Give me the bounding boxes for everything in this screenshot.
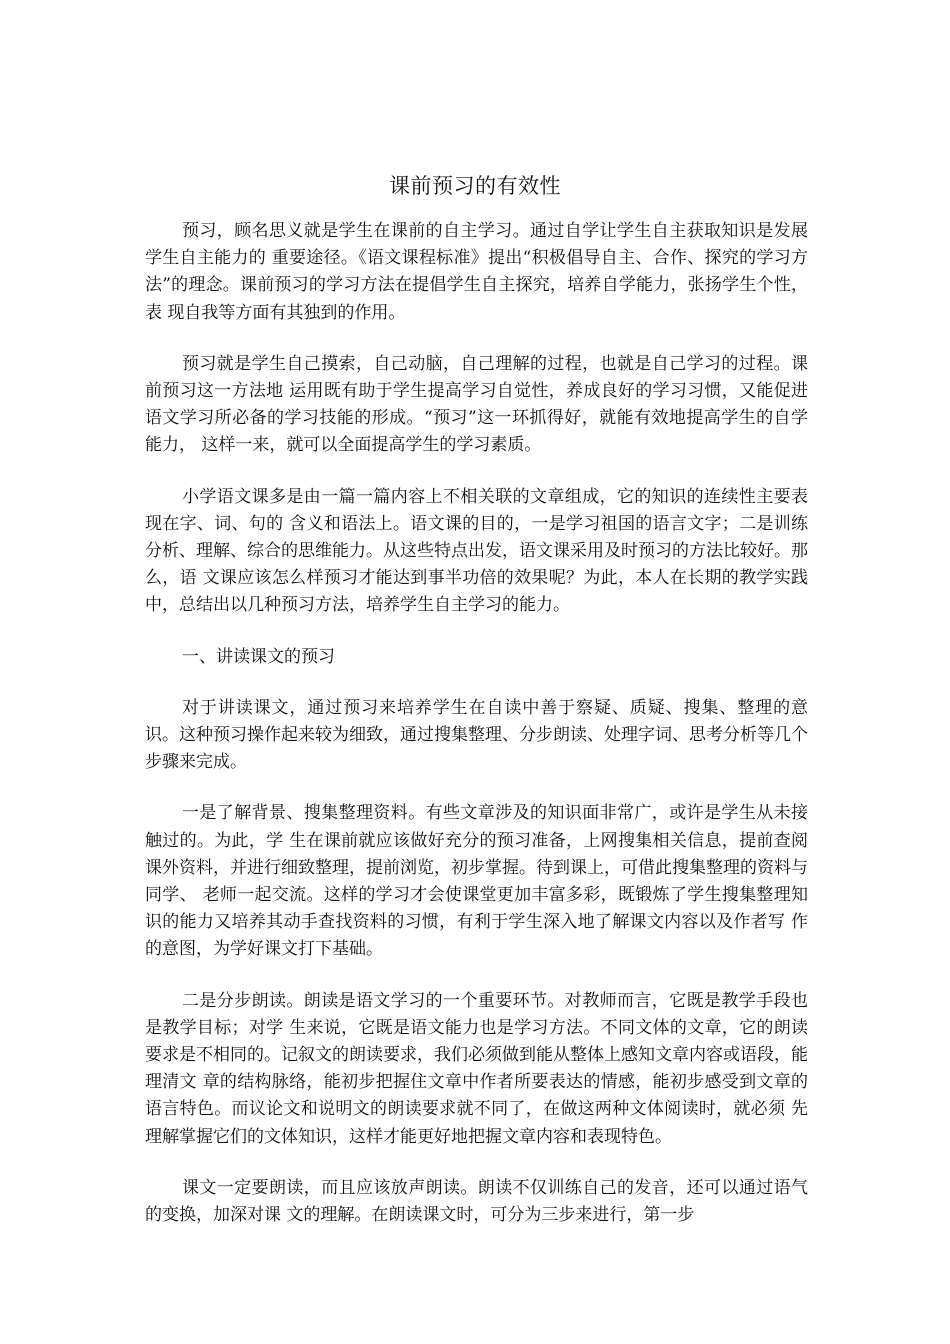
paragraph-context: 小学语文课多是由一篇一篇内容上不相关联的文章组成，它的知识的连续性主要表现在字、词、句的 含义和语法上。语文课的目的，一是学习祖国的语言文字；二是训练分析、理解、综合的思维能力。从这些特点出发，语文课采用及时预习的方法比较好。那么，语 文课应该怎么样预习才能达到事半功倍的效果呢？为此，本人在长期的教学实践中，总结出以几种预习方法，培养学生自主学习的能力。 — [145, 486, 808, 616]
paragraph-definition: 预习就是学生自己摸索，自己动脑，自己理解的过程，也就是自己学习的过程。课前预习这一方法地 运用既有助于学生提高学习自觉性，养成良好的学习习惯，又能促进语文学习所必备的学习技能的形成。“预习”这一环抓得好，就能有效地提高学生的自学能力， 这样一来，就可以全面提高学生的学习素质。 — [145, 353, 808, 456]
document-title: 课前预习的有效性 — [389, 174, 561, 198]
paragraph-reading-aloud: 课文一定要朗读，而且应该放声朗读。朗读不仅训练自己的发音，还可以通过语气的变换，加深对课 文的理解。在朗读课文时，可分为三步来进行，第一步 — [145, 1177, 808, 1226]
paragraph-intro: 预习，顾名思义就是学生在课前的自主学习。通过自学让学生自主获取知识是发展学生自主能力的 重要途径。《语文课程标准》提出“积极倡导自主、合作、探究的学习方法”的理念。课前预习的学习方法在提倡学生自主探究，培养自学能力，张扬学生个性，表 现自我等方面有其独到的作用。 — [145, 221, 808, 323]
section-heading: 一、讲读课文的预习 — [182, 646, 335, 667]
paragraph-lecture-reading: 对于讲读课文，通过预习来培养学生在自读中善于察疑、质疑、搜集、整理的意识。这种预习操作起来较为细致，通过搜集整理、分步朗读、处理字词、思考分析等几个步骤来完成。 — [145, 697, 808, 773]
document-body — [145, 218, 808, 1253]
paragraph-step-one: 一是了解背景、搜集整理资料。有些文章涉及的知识面非常广，或许是学生从未接触过的。为此，学 生在课前就应该做好充分的预习准备，上网搜集相关信息，提前查阅课外资料，并进行细致整理，提前浏览，初步掌握。待到课上，可借此搜集整理的资料与同学、 老师一起交流。这样的学习才会使课堂更加丰富多彩，既锻炼了学生搜集整理知识的能力又培养其动手查找资料的习惯，有利于学生深入地了解课文内容以及作者写 作的意图，为学好课文打下基础。 — [145, 803, 808, 960]
paragraph-step-two: 二是分步朗读。朗读是语文学习的一个重要环节。对教师而言，它既是教学手段也是教学目标；对学 生来说，它既是语文能力也是学习方法。不同文体的文章，它的朗读要求是不相同的。记叙文的朗读要求，我们必须做到能从整体上感知文章内容或语段，能理清文 章的结构脉络，能初步把握住文章中作者所要表达的情感，能初步感受到文章的语言特色。而议论文和说明文的朗读要求就不同了，在做这两种文体阅读时，就必须 先理解掌握它们的文体知识，这样才能更好地把握文章内容和表现特色。 — [145, 990, 808, 1147]
